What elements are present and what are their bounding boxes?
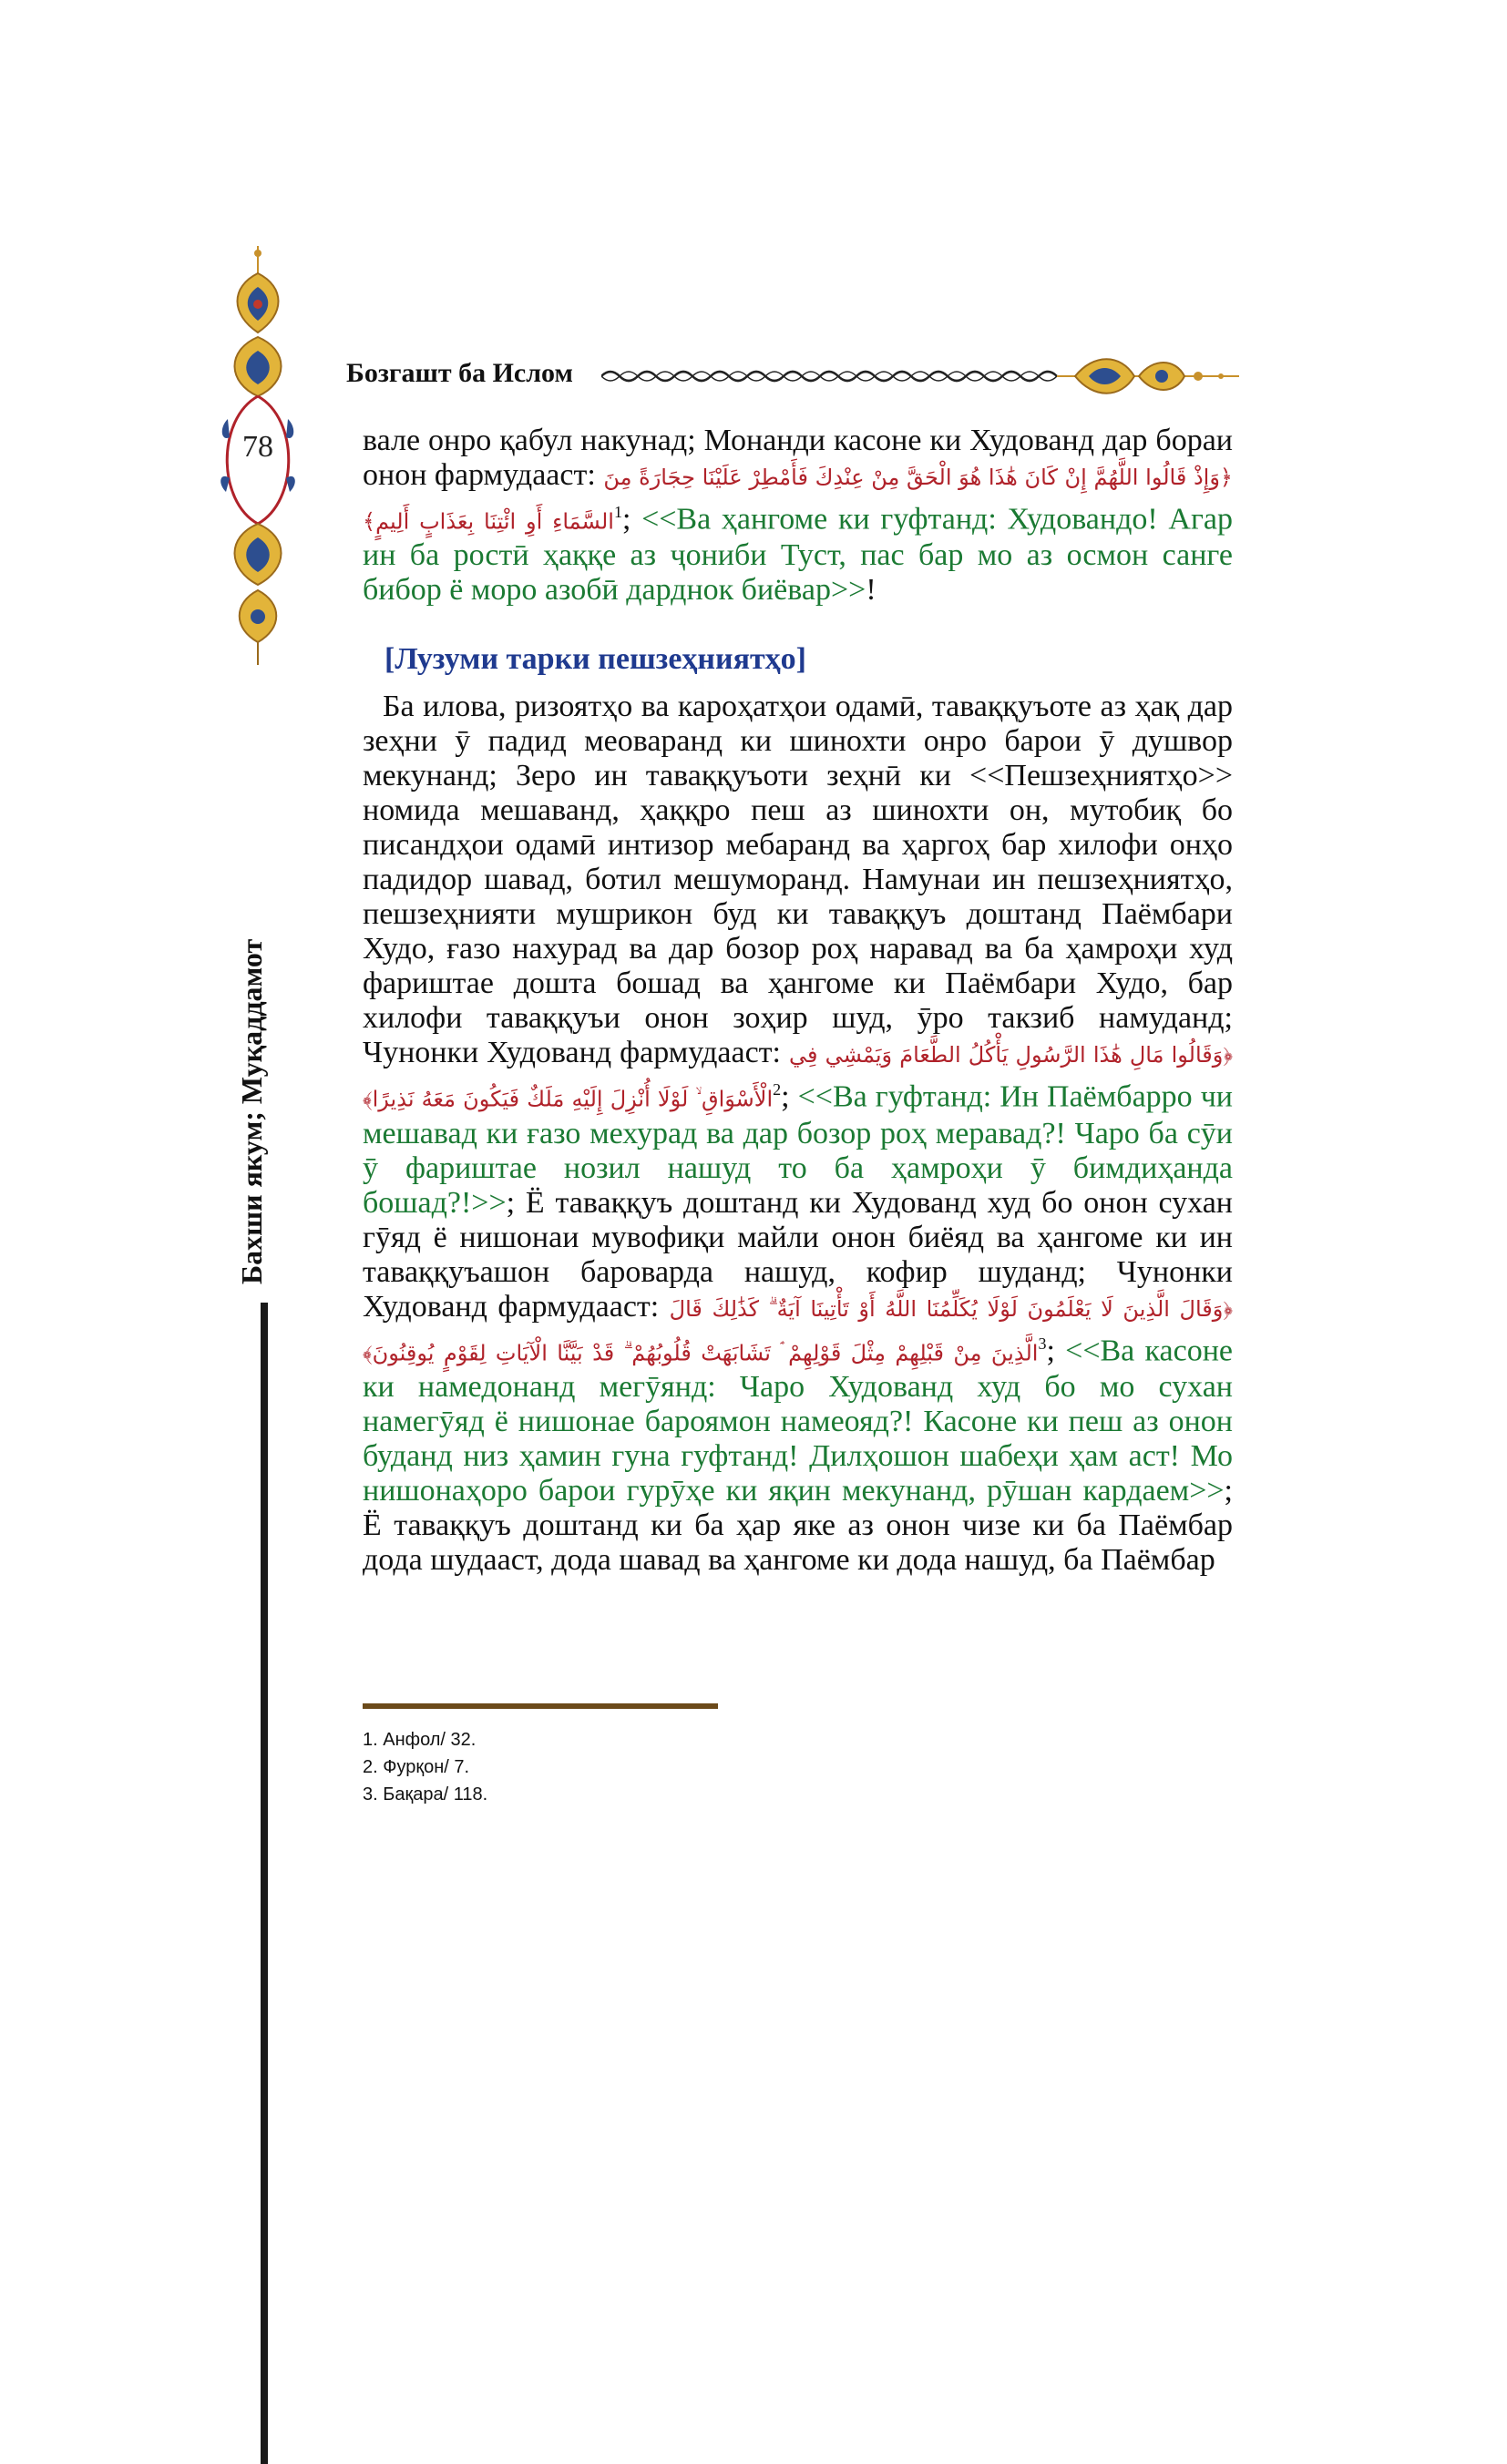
page-number: 78 xyxy=(242,430,273,464)
footnote-separator xyxy=(363,1703,718,1709)
section-heading: [Лузуми тарки пешзеҳниятҳо] xyxy=(384,642,807,677)
p1-semicolon: ; xyxy=(621,502,631,537)
running-header xyxy=(346,358,1239,409)
p1-text: вале онро қабул накунад; Монанди касоне ки Худованд дар бораи онон фармудааст: xyxy=(363,424,1233,492)
running-header-title: Бозгашт ба Ислом xyxy=(346,358,573,388)
footnote-ref-1: 1 xyxy=(613,503,622,521)
p2-semicolon-2: ; xyxy=(1046,1333,1055,1367)
paragraph-1 xyxy=(363,424,1233,608)
side-rule xyxy=(261,1303,268,2464)
side-chapter-bar xyxy=(235,665,286,1813)
translation-2: <<Ва гуфтанд: Ин Паёмбарро чи мешавад ки ғазо мехурад ва дар бозор роҳ меравад?! Чаро ба сӯи ӯ фариштае нозил нашуд то ба ҳамроҳи ӯ бимдиҳанда бошад?!>> xyxy=(363,1079,1233,1220)
footnotes xyxy=(363,1726,487,1808)
p2-text-a: Ба илова, ризоятҳо ва кароҳатҳои одамӣ, таваққуъоте аз ҳақ дар зеҳни ӯ падид меоваранд ки шинохти онро барои ӯ душвор мекунанд; Зеро ин таваққуъоти зеҳнӣ ки <<Пешзеҳниятҳо>> номида мешаванд, ҳаққро пеш аз шинохти он, мутобиқ бо писандҳои одамӣ интизор мебаранд ва ҳаргоҳ бар хилофи онҳо падидор шавад, ботил мешуморанд. Намунаи ин пешзеҳниятҳо, пешзеҳнияти мушрикон буд ки таваққуъ доштанд Паёмбари Худо, ғазо нахурад ва дар бозор роҳ наравад ва ба ҳамроҳи худ фариштае дошта бошад ва ҳангоме ки Паёмбари Худо, бар хилофи таваққуъи онон зоҳир шуд, ӯро такзиб намуданд; Чунонки Худованд фармудааст: xyxy=(363,690,1233,1070)
paragraph-2 xyxy=(363,690,1233,1578)
quran-verse-1: ﴿وَإِذْ قَالُوا اللَّهُمَّ إِنْ كَانَ هَٰذَا هُوَ الْحَقَّ مِنْ عِنْدِكَ فَأَمْطِرْ عَلَيْنَا حِجَارَةً مِنَ السَّمَاءِ أَوِ ائْتِنَا بِعَذَابٍ أَلِيمٍ﴾ xyxy=(363,465,1233,535)
quran-verse-3: ﴿وَقَالَ الَّذِينَ لَا يَعْلَمُونَ لَوْلَا يُكَلِّمُنَا اللَّهُ أَوْ تَأْتِينَا آيَةٌ ۗ كَذَٰلِكَ قَالَ الَّذِينَ مِنْ قَبْلِهِمْ مِثْلَ قَوْلِهِمْ ۘ تَشَابَهَتْ قُلُوبُهُمْ ۗ قَدْ بَيَّنَّا الْآيَاتِ لِقَوْمٍ يُوقِنُونَ﴾ xyxy=(363,1295,1233,1365)
footnote-ref-2: 2 xyxy=(773,1080,782,1099)
p2-semicolon-1: ; xyxy=(781,1079,790,1114)
footnote-ref-3: 3 xyxy=(1038,1334,1047,1353)
chapter-side-title: Бахши якум; Муқаддамот xyxy=(235,938,268,1284)
main-text xyxy=(363,424,1233,1578)
p2-text-b: ; Ё таваққуъ доштанд ки Худованд худ бо онон сухан гӯяд ё нишонаи мувофиқи майли онон биёяд ва ҳангоме ки ин таваққуъашон бароварда нашуд, кофир шуданд; Чунонки Худованд фармудааст: xyxy=(363,1185,1233,1324)
footnote-1: 1. Анфол/ 32. xyxy=(363,1730,477,1750)
quran-verse-2: ﴿وَقَالُوا مَالِ هَٰذَا الرَّسُولِ يَأْكُلُ الطَّعَامَ وَيَمْشِي فِي الْأَسْوَاقِ ۙ لَوْلَا أُنْزِلَ إِلَيْهِ مَلَكٌ فَيَكُونَ مَعَهُ نَذِيرًا﴾ xyxy=(363,1042,1233,1112)
header-scroll-ornament-icon xyxy=(601,349,1239,404)
footnote-2: 2. Фурқон/ 7. xyxy=(363,1757,470,1777)
p2-text-c: ; Ё таваққуъ доштанд ки ба ҳар яке аз онон чизе ки ба Паёмбар дода шудааст, дода шавад ва ҳангоме ки дода нашуд, ба Паёмбар xyxy=(363,1473,1233,1577)
translation-3: <<Ва касоне ки намедонанд мегӯянд: Чаро Худованд худ бо мо сухан намегӯяд ё нишонае бароямон намеояд?! Касоне ки пеш аз онон буданд низ ҳамин гуна гуфтанд! Дилҳошон шабеҳи ҳам аст! Мо нишонаҳоро барои гурӯҳе ки яқин мекунанд, рӯшан кардаем>> xyxy=(363,1333,1234,1508)
p1-end: ! xyxy=(866,573,877,608)
footnote-3: 3. Бақара/ 118. xyxy=(363,1784,488,1805)
translation-1: <<Ва ҳангоме ки гуфтанд: Худовандо! Агар ин ба ростӣ ҳаққе аз ҷониби Туст, пас бар мо аз осмон санге бибор ё моро азобӣ дарднок биёвар>> xyxy=(363,502,1233,608)
